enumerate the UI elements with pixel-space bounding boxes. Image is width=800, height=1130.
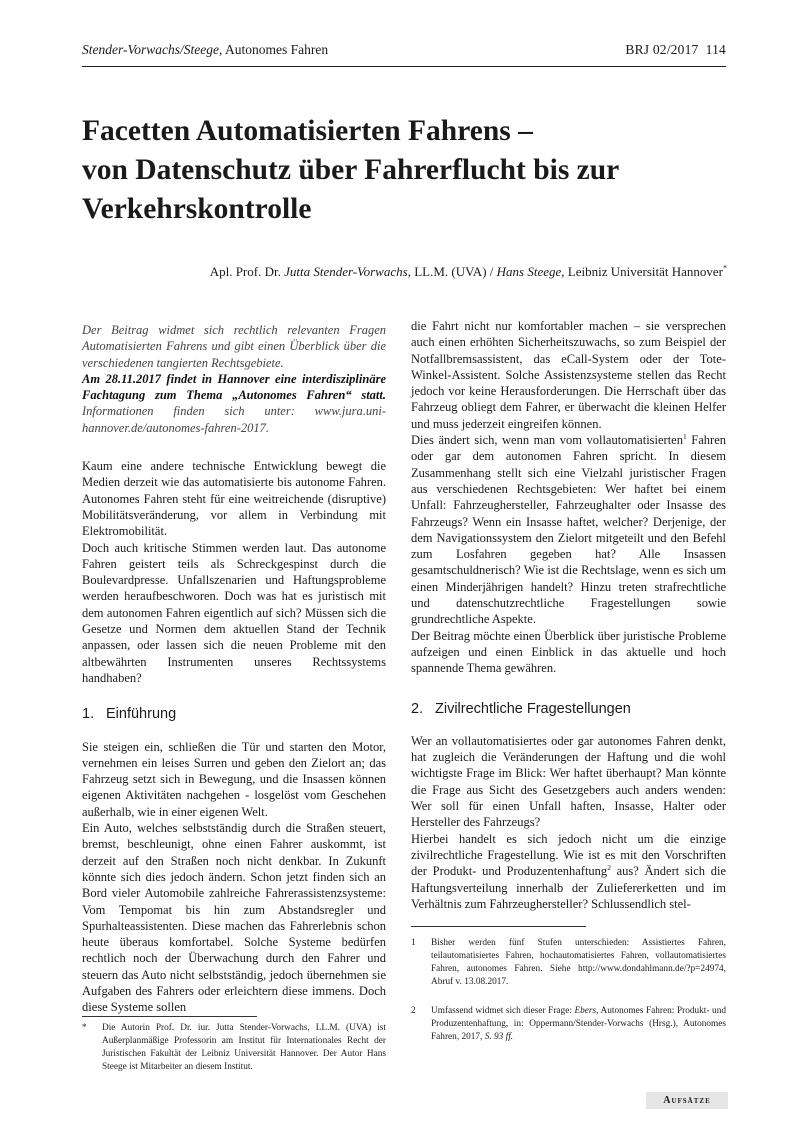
article-title bbox=[82, 112, 742, 229]
title-line-1: Facetten Automatisierten Fahrens – bbox=[82, 115, 533, 147]
header-rule bbox=[82, 66, 726, 67]
section-2-paragraph-2b: aus? Ändert sich die Haftungsverteilung innerhalb der Zuliefererketten und im Verhältnis zum Fahrzeughersteller? Schlussendlich stel- bbox=[411, 864, 726, 911]
section-1-title: Einführung bbox=[106, 706, 177, 723]
footnote-ref-1: 1 bbox=[682, 431, 687, 441]
footnote-2-mark: 2 bbox=[411, 1006, 416, 1016]
right-paragraph-2a: Dies ändert sich, wenn man vom vollautomatisierten bbox=[411, 433, 683, 448]
abstract bbox=[82, 322, 386, 436]
header-topic: Autonomes Fahren bbox=[224, 42, 329, 57]
section-2-number: 2. bbox=[411, 700, 424, 717]
right-paragraph-2b: Fahren oder gar dem autonomen Fahren spricht. In diesem Zusammenhang stellt sich eine Vielzahl juristischer Fragen aus verschiedenen Rechtsgebieten: Wer haftet bei einem Unfall: Fahrzeughersteller, Fahrzeughalter oder Insasse des Fahrzeugs? Wenn ein Insasse haftet, welcher? Derjenige, der dem Navigationssystem den Zielort mitgeteilt und den Befehl zum Losfahren gegeben hat? Alle Insassen gesamtschuldnerisch? Wie ist die Rechtslage, wenn es sich um einen Minderjährigen handelt? Hinzu treten strafrechtliche und datenschutzrechtliche Fragestellungen sowie grundrechtliche Aspekte. bbox=[411, 433, 726, 627]
right-paragraph-2 bbox=[411, 432, 726, 628]
footnote-2 bbox=[411, 1005, 726, 1044]
footnote-rule-right bbox=[411, 926, 586, 927]
footnote-2-pre: Umfassend widmet sich dieser Frage: bbox=[431, 1006, 575, 1016]
header-separator: , bbox=[218, 42, 225, 57]
section-1-paragraph-2: Ein Auto, welches selbstständig durch die Straßen steuert, bremst, beschleunigt, ohne einen Fahrer auskommt, ist derzeit auf den Straßen noch nicht denkbar. In Zukunft könnte sich dies jedoch ändern. Schon jetzt finden sich an Bord vieler Automobile zahlreiche Fahrerassistenzsysteme: Vom Tempomat bis hin zum Abstandsregler und Spurhalteassistenten. Diese machen das Fahrerlebnis schon heute überaus komfortabel. Solche Systeme bedürfen rechtlich noch der Überwachung durch den Fahrer und steuern das Auto nicht selbstständig, jedoch übernehmen sie Aufgaben des Fahrers oder erleichtern diese immens. Doch diese Systeme sollen bbox=[82, 821, 386, 1015]
header-left bbox=[82, 42, 328, 58]
section-1-heading bbox=[82, 706, 386, 722]
running-header bbox=[82, 42, 726, 64]
section-1-paragraph-1: Sie steigen ein, schließen die Tür und starten den Motor, vernehmen ein leises Surren und geben den Zielort an; das Fahrzeug setzt sich in Bewegung, und die Insassen können eigenen Aktivitäten nachgehen - losgelöst vom Geschehen außerhalb, wie in einer eigenen Welt. bbox=[82, 739, 386, 819]
byline-degree: , LL.M. (UVA) / bbox=[407, 264, 497, 279]
footnote-author-text: Die Autorin Prof. Dr. iur. Jutta Stender-Vorwachs, LL.M. (UVA) ist Außerplanmäßige Professorin am Institut für Internationales Recht der Juristischen Fakultät der Leibniz Universität Hannover. Der Autor Hans Steege ist Mitarbeiter an diesem Institut. bbox=[102, 1023, 386, 1073]
byline bbox=[0, 264, 727, 280]
right-paragraph-3: Der Beitrag möchte einen Überblick über juristische Probleme aufzeigen und einen Einblick in das aktuelle und hoch spannende Thema gewähren. bbox=[411, 628, 726, 676]
abstract-event-info: Informationen finden sich unter: www.jura.uni-hannover.de/autonomes-fahren-2017. bbox=[82, 404, 386, 435]
page-number: 114 bbox=[705, 42, 726, 57]
footnote-author-mark: * bbox=[82, 1023, 87, 1033]
footnote-1-text: Bisher werden fünf Stufen unterschieden: Assistiertes Fahren, teilautomatisiertes Fahren, hochautomatisiertes Fahren, vollautomatisiertes Fahren, autonomes Fahren. Siehe http://www.dondahlmann.de/?p=24974, Abruf v. 13.08.2017. bbox=[431, 938, 726, 988]
byline-footnote-marker: * bbox=[723, 263, 727, 273]
section-tag: Aufsätze bbox=[646, 1092, 728, 1109]
footnote-2-author: Ebers bbox=[574, 1006, 597, 1016]
byline-author-1: Jutta Stender-Vorwachs bbox=[284, 264, 408, 279]
footnote-2-text bbox=[431, 1005, 726, 1044]
header-authors: Stender-Vorwachs/Steege bbox=[82, 42, 219, 57]
journal-issue: BRJ 02/2017 bbox=[625, 42, 699, 57]
header-right bbox=[625, 42, 726, 58]
section-2-heading bbox=[411, 701, 726, 717]
footnote-ref-2: 2 bbox=[607, 863, 611, 873]
footnote-1 bbox=[411, 937, 726, 989]
left-column bbox=[82, 322, 386, 1016]
title-line-3: Verkehrskontrolle bbox=[82, 193, 312, 225]
byline-prefix: Apl. Prof. Dr. bbox=[209, 264, 285, 279]
intro-paragraph-2: Doch auch kritische Stimmen werden laut. Das autonome Fahren geistert teils als Schreckgespinst durch die Boulevardpresse. Unfallszenarien und Haftungsprobleme werden heraufbeschworen. Doch was hat es juristisch mit dem autonomen Fahren eigentlich auf sich? Müssen sich die Gesetze und Normen dem aktuellen Stand der Technik anpassen, oder lassen sich die neuen Probleme mit den altbewährten Instrumenten unseres Rechtssystems handhaben? bbox=[82, 540, 386, 685]
section-2-paragraph-2 bbox=[411, 831, 726, 912]
right-paragraph-1: die Fahrt nicht nur komfortabler machen – sie versprechen auch einen erhöhten Sicherheitszuwachs, so zum Beispiel der Notfallbremsassistent, das eCall-System oder der Tote-Winkel-Assistent. Solche Assistenzsysteme stellen das Recht jedoch vor keine Herausforderungen. Die Herrschaft über das Fahrzeug obliegt dem Fahrer, er überwacht die kleinen Helfer und muss jederzeit eingreifen können. bbox=[411, 319, 726, 431]
section-2-paragraph-2a: Hierbei handelt es sich jedoch nicht um die einzige zivilrechtliche Fragestellung. Wie ist es mit den Vorschriften der Produkt- und Produzentenhaftung bbox=[411, 831, 726, 879]
footnote-author bbox=[82, 1022, 386, 1074]
section-2-title: Zivilrechtliche Fragestellungen bbox=[435, 700, 631, 717]
byline-affiliation: , Leibniz Universität Hannover bbox=[561, 264, 723, 279]
right-column bbox=[411, 318, 726, 912]
section-1-number: 1. bbox=[82, 706, 95, 723]
title-line-2: von Datenschutz über Fahrerflucht bis zur bbox=[82, 154, 620, 186]
footnote-rule-left bbox=[82, 1016, 257, 1017]
section-2-paragraph-1: Wer an vollautomatisiertes oder gar autonomes Fahren denkt, hat zugleich die Veränderungen der Haftung und die wohl wichtigste Frage im Blick: Wer haftet überhaupt? Man könnte die Frage aus Sicht des Gesetzgebers auch anders wenden: Wer soll für einen Unfall haften, Insasse, Halter oder Hersteller des Fahrzeugs? bbox=[411, 733, 726, 830]
intro-paragraph-1: Kaum eine andere technische Entwicklung bewegt die Medien derzeit wie das automatisierte bis autonome Fahren. Autonomes Fahren steht für eine weitreichende (disruptive) Mobilitätsveränderung, vor allem in Verbindung mit Elektromobilität. bbox=[82, 459, 386, 539]
footnote-2-mid: , Autonomes Fahren: Produkt- und Produzentenhaftung, in: Oppermann/Stender-Vorwachs (Hrsg.), Autonomes Fahren, 2017, bbox=[431, 1006, 726, 1043]
abstract-event-bold: Am 28.11.2017 findet in Hannover eine interdisziplinäre Fachtagung zum Thema „Autonomes Fahren“ statt. bbox=[82, 371, 386, 403]
byline-author-2: Hans Steege bbox=[496, 264, 562, 279]
abstract-event bbox=[82, 371, 386, 436]
footnote-1-mark: 1 bbox=[411, 938, 416, 948]
abstract-text: Der Beitrag widmet sich rechtlich relevanten Fragen Automatisierten Fahrens und gibt einen Überblick über die verschiedenen tangierten Rechtsgebiete. bbox=[82, 323, 386, 370]
footnote-2-page: S. 93 ff. bbox=[484, 1032, 514, 1043]
